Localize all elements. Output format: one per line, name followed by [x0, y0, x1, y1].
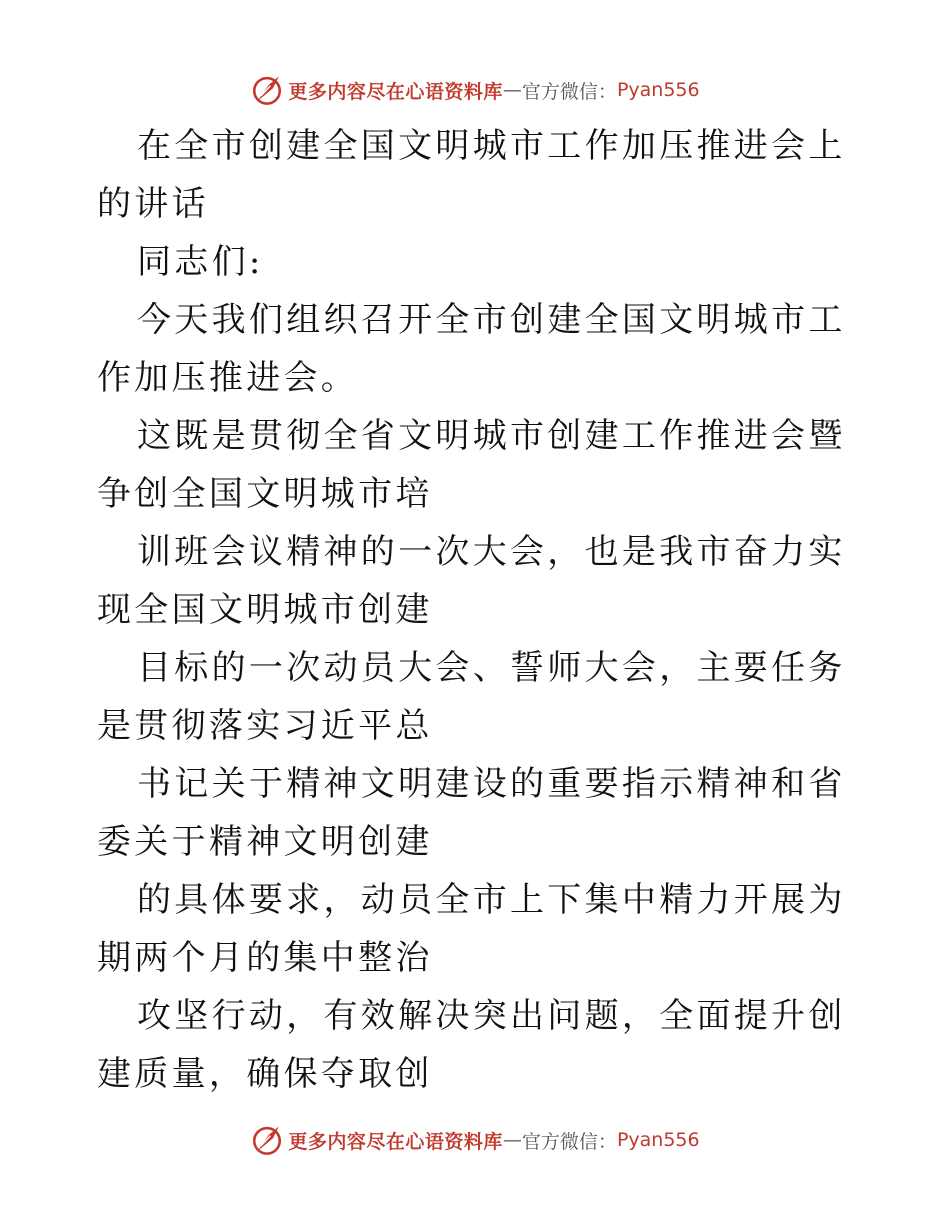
banner-wechat-label: 官方微信： — [521, 1130, 617, 1153]
banner-title: 更多内容尽在心语资料库 — [288, 1130, 503, 1153]
salutation: 同志们: — [137, 242, 264, 282]
body-paragraph: 训班会议精神的一次大会，也是我市奋力实现全国文明城市创建 — [97, 532, 846, 630]
header-banner — [0, 70, 950, 110]
banner-separator: — — [502, 1129, 522, 1151]
banner-wechat-id: Pyan556 — [616, 79, 700, 101]
body-paragraph: 这既是贯彻全省文明城市创建工作推进会暨争创全国文明城市培 — [97, 416, 846, 514]
body-paragraph: 目标的一次动员大会、誓师大会，主要任务是贯彻落实习近平总 — [97, 648, 846, 746]
body-paragraph: 今天我们组织召开全市创建全国文明城市工作加压推进会。 — [97, 300, 846, 398]
footer-banner — [0, 1120, 950, 1160]
quill-pen-logo-icon — [250, 1123, 284, 1157]
document-body — [97, 117, 857, 1103]
quill-pen-logo-icon — [250, 73, 284, 107]
body-paragraph: 书记关于精神文明建设的重要指示精神和省委关于精神文明创建 — [97, 764, 846, 862]
banner-separator: — — [502, 79, 522, 101]
banner-wechat-label: 官方微信： — [521, 80, 617, 103]
banner-title: 更多内容尽在心语资料库 — [288, 80, 503, 103]
body-paragraph: 攻坚行动，有效解决突出问题，全面提升创建质量，确保夺取创 — [97, 996, 846, 1094]
banner-wechat-id: Pyan556 — [616, 1129, 700, 1151]
document-title: 在全市创建全国文明城市工作加压推进会上的讲话 — [97, 126, 846, 224]
body-paragraph: 的具体要求，动员全市上下集中精力开展为期两个月的集中整治 — [97, 880, 846, 978]
